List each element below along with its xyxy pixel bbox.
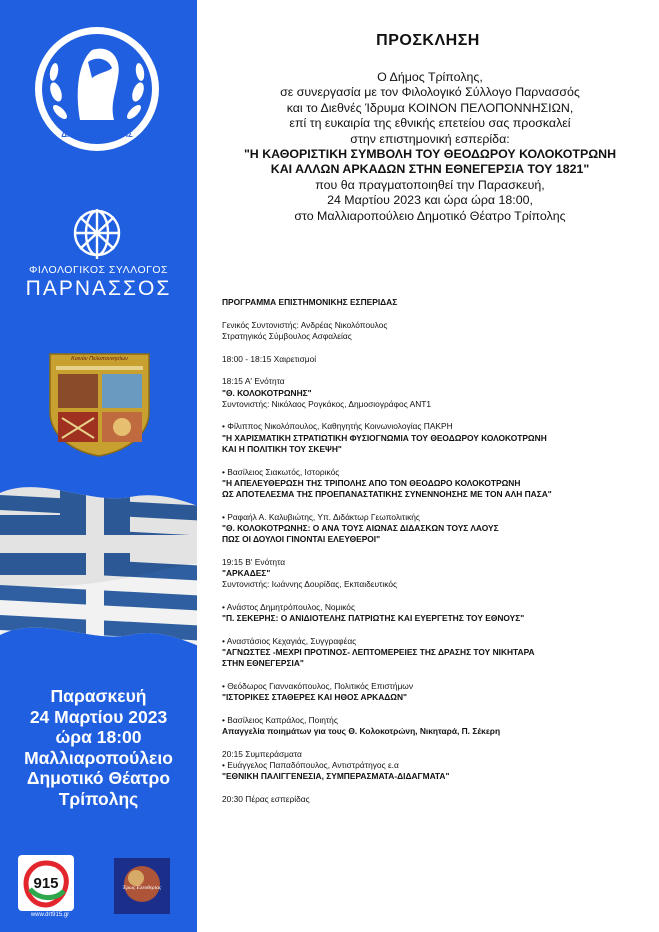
- program-section: [222, 297, 652, 817]
- talk-title: "Η ΧΑΡΙΣΜΑΤΙΚΗ ΣΤΡΑΤΙΩΤΙΚΗ ΦΥΣΙΟΓΝΩΜΙΑ ΤΟΥ ΘΕΟΔΩΡΟΥ ΚΟΛΟΚΟΤΡΩΝΗ: [222, 432, 547, 443]
- unit-a-coordinator: Συντονιστής: Νικόλαος Ρογκάκος, Δημοσιογράφος ΑΝΤ1: [222, 398, 432, 409]
- radio-url: www.drt915.gr: [30, 912, 70, 918]
- talk-speaker: • Βασίλειος Καπράλος, Ποιητής: [222, 714, 338, 725]
- event-title-line-2: ΚΑΙ ΑΛΛΩΝ ΑΡΚΑΔΩΝ ΣΤΗΝ ΕΘΝΕΓΕΡΣΙΑ ΤΟΥ 1821": [270, 162, 590, 177]
- intro-line: σε συνεργασία με τον Φιλολογικό Σύλλογο Παρνασσός: [280, 85, 580, 100]
- talk-title: Απαγγελία ποιημάτων για τους Θ. Κολοκοτρώνη, Νικηταρά, Π. Σέκερη: [222, 725, 501, 736]
- talk-3: [222, 512, 652, 546]
- talk-title: ΩΣ ΑΠΟΤΕΛΕΣΜΑ ΤΗΣ ΠΡΟΕΠΑΝΑΣΤΑΤΙΚΗΣ ΣΥΝΕΝΝΟΗΣΗΣ ΜΕ ΤΟΝ ΑΛΗ ΠΑΣΑ": [222, 488, 552, 499]
- program-header: ΠΡΟΓΡΑΜΜΑ ΕΠΙΣΤΗΜΟΝΙΚΗΣ ΕΣΠΕΡΙΔΑΣ: [222, 297, 398, 307]
- talk-speaker: • Ευάγγελος Παπαδόπουλος, Αντιστράτηγος ε.α: [222, 759, 399, 770]
- unit-b-title: "ΑΡΚΑΔΕΣ": [222, 567, 271, 578]
- intro-line: και το Διεθνές Ίδρυμα ΚΟΙΝΟΝ ΠΕΛΟΠΟΝΝΗΣΙΩΝ,: [286, 100, 574, 115]
- conclusions-time: 20:15 Συμπεράσματα: [222, 748, 302, 759]
- talk-speaker: • Βασίλειος Σιακωτός, Ιστορικός: [222, 466, 340, 477]
- event-venue-1: Μαλλιαροπούλειο: [24, 747, 173, 768]
- talk-5: [222, 636, 652, 670]
- main-content: [197, 0, 659, 932]
- unit-b-time: 19:15 Β' Ενότητα: [222, 556, 286, 567]
- intro-line: στο Μαλλιαροπούλειο Δημοτικό Θέατρο Τρίπολης: [294, 208, 566, 223]
- event-date: 24 Μαρτίου 2023: [29, 706, 168, 727]
- dimos-logo-text: ΔΗΜΟΣ ΤΡΙΠΟΛΗΣ: [61, 130, 133, 139]
- unit-a-title: "Θ. ΚΟΛΟΚΟΤΡΩΝΗΣ": [222, 387, 312, 398]
- talk-speaker: • Θεόδωρος Γιαννακόπουλος, Πολιτικός Επιστήμων: [222, 680, 414, 691]
- talk-4: [222, 602, 652, 624]
- conclusions: [222, 749, 652, 783]
- event-venue-3: Τρίπολης: [58, 788, 139, 809]
- sidebar: [0, 0, 197, 932]
- intro-line: επί τη ευκαιρία της εθνικής επετείου σας προσκαλεί: [289, 116, 571, 131]
- coordinator-line: Γενικός Συντονιστής: Ανδρέας Νικολόπουλος: [222, 319, 388, 330]
- talk-title: "ΕΘΝΙΚΗ ΠΑΛΙΓΓΕΝΕΣΙΑ, ΣΥΜΠΕΡΑΣΜΑΤΑ-ΔΙΔΑΓΜΑΤΑ": [222, 771, 450, 782]
- talk-title: "Θ. ΚΟΛΟΚΟΤΡΩΝΗΣ: Ο ΑΝΑ ΤΟΥΣ ΑΙΩΝΑΣ ΔΙΔΑΣΚΩΝ ΤΟΥΣ ΛΑΟΥΣ: [222, 522, 499, 533]
- talk-speaker: • Αναστάσιος Κεχαγιάς, Συγγραφέας: [222, 635, 357, 646]
- program-end: 20:30 Πέρας εσπερίδας: [222, 793, 310, 804]
- unit-a-time: 18:15 Α' Ενότητα: [222, 376, 285, 387]
- page-title: ΠΡΟΣΚΛΗΣΗ: [376, 32, 480, 49]
- unit-b: [222, 557, 652, 591]
- talk-title: "Η ΑΠΕΛΕΥΘΕΡΩΣΗ ΤΗΣ ΤΡΙΠΟΛΗΣ ΑΠΟ ΤΟΝ ΘΕΟΔΩΡΟ ΚΟΛΟΚΟΤΡΩΝΗ: [222, 477, 521, 488]
- event-info: [0, 686, 197, 809]
- intro-line: στην επιστημονική εσπερίδα:: [350, 131, 510, 146]
- talk-title: ΚΑΙ Η ΠΟΛΙΤΙΚΗ ΤΟΥ ΣΚΕΨΗ": [222, 443, 342, 454]
- intro-line: που θα πραγματοποιηθεί την Παρασκευή,: [315, 177, 545, 192]
- talk-title: "ΙΣΤΟΡΙΚΕΣ ΣΤΑΘΕΡΕΣ ΚΑΙ ΗΘΟΣ ΑΡΚΑΔΩΝ": [222, 692, 408, 703]
- talk-speaker: • Ανάστος Δημητρόπουλος, Νομικός: [222, 601, 355, 612]
- talk-7: [222, 715, 652, 737]
- talk-title: ΣΤΗΝ ΕΘΝΕΓΕΡΣΙΑ": [222, 658, 304, 669]
- invitation-text: [205, 70, 655, 224]
- talk-6: [222, 681, 652, 703]
- talk-1: [222, 421, 652, 455]
- greek-flag-image: [0, 475, 197, 675]
- eros-eleftherias-logo: [114, 858, 170, 914]
- parnassos-subtitle: ΦΙΛΟΛΟΓΙΚΟΣ ΣΥΛΛΟΓΟΣ: [28, 264, 169, 276]
- event-day: Παρασκευή: [50, 686, 147, 706]
- unit-a: [222, 376, 652, 410]
- radio-915-logo: [18, 855, 74, 911]
- eros-logo-text: Έρως Ελευθερίας: [122, 885, 162, 891]
- talk-title: "Π. ΣΕΚΕΡΗΣ: Ο ΑΝΙΔΙΟΤΕΛΗΣ ΠΑΤΡΙΩΤΗΣ ΚΑΙ ΕΥΕΡΓΕΤΗΣ ΤΟΥ ΕΘΝΟΥΣ": [222, 613, 525, 624]
- coordinator-line: Στρατηγικός Σύμβουλος Ασφαλείας: [222, 330, 352, 341]
- talk-title: "ΑΓΝΩΣΤΕΣ -ΜΕΧΡΙ ΠΡΟΤΙΝΟΣ- ΛΕΠΤΟΜΕΡΕΙΕΣ ΤΗΣ ΔΡΑΣΗΣ ΤΟΥ ΝΙΚΗΤΑΡΑ: [222, 646, 535, 657]
- radio-logo-text: 915: [33, 875, 59, 892]
- talk-2: [222, 467, 652, 501]
- event-venue-2: Δημοτικό Θέατρο: [26, 768, 171, 788]
- event-title-line-1: "Η ΚΑΘΟΡΙΣΤΙΚΗ ΣΥΜΒΟΛΗ ΤΟΥ ΘΕΟΔΩΡΟΥ ΚΟΛΟΚΟΤΡΩΝΗ: [243, 147, 617, 162]
- general-coordinator: [222, 320, 652, 342]
- welcome-slot: 18:00 - 18:15 Χαιρετισμοί: [222, 353, 317, 364]
- parnassos-name: ΠΑΡΝΑΣΣΟΣ: [25, 277, 172, 300]
- koinon-label: Κοινόν Πελοποννησίων: [71, 356, 128, 362]
- intro-line: 24 Μαρτίου 2023 και ώρα ώρα 18:00,: [327, 193, 533, 208]
- intro-line: Ο Δήμος Τρίπολης,: [377, 70, 483, 84]
- talk-title: ΠΩΣ ΟΙ ΔΟΥΛΟΙ ΓΙΝΟΝΤΑΙ ΕΛΕΥΘΕΡΟΙ": [222, 534, 381, 545]
- talk-speaker: • Ραφαήλ Α. Καλυβιώτης, Υπ. Διδάκτωρ Γεωπολιτικής: [222, 511, 420, 522]
- talk-speaker: • Φίλιππος Νικολόπουλος, Καθηγητής Κοινωνιολογίας ΠΑΚΡΗ: [222, 421, 453, 432]
- event-time: ώρα 18:00: [55, 727, 142, 747]
- unit-b-coordinator: Συντονιστής: Ιωάννης Δουρίδας, Εκπαιδευτικός: [222, 579, 398, 590]
- koinon-shield-emblem: [48, 352, 151, 457]
- parnassos-monogram: [62, 203, 132, 263]
